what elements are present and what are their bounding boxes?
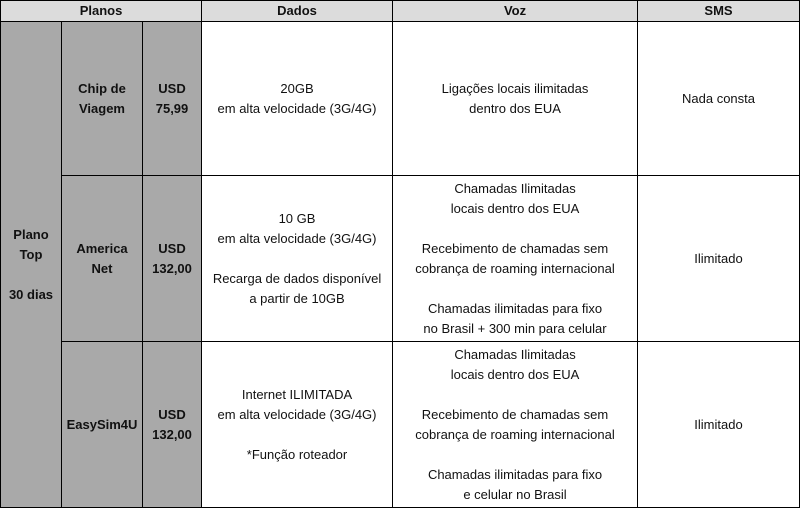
voz-cell <box>393 342 638 508</box>
sms-cell: Nada consta <box>638 22 800 176</box>
voz-cell <box>393 176 638 342</box>
dados-line: Internet ILIMITADA <box>241 386 353 402</box>
table-row <box>1 342 800 508</box>
dados-line: 10 GB <box>278 210 316 226</box>
dados-line: 20GB <box>280 80 314 96</box>
plan-price-value: 75,99 <box>155 100 189 116</box>
sms-cell: Ilimitado <box>638 176 800 342</box>
plan-name-line1: EasySim4U <box>66 416 138 432</box>
dados-cell <box>202 22 393 176</box>
plan-group-line3: 30 dias <box>8 286 54 302</box>
plan-name-cell <box>62 342 143 508</box>
voz-line: Ligações locais ilimitadas <box>441 80 589 96</box>
voz-line: locais dentro dos EUA <box>450 366 580 382</box>
voz-line: Chamadas Ilimitadas <box>454 346 576 362</box>
sms-cell: Ilimitado <box>638 342 800 508</box>
voz-line: e celular no Brasil <box>463 486 567 502</box>
voz-line: cobrança de roaming internacional <box>415 260 615 276</box>
voz-line: Recebimento de chamadas sem <box>421 406 609 422</box>
plan-group-line1: Plano <box>13 226 49 242</box>
header-dados: Dados <box>202 1 393 22</box>
plan-group-line2: Top <box>19 246 43 262</box>
dados-line: em alta velocidade (3G/4G) <box>217 406 377 422</box>
header-sms: SMS <box>638 1 800 22</box>
voz-line: Chamadas Ilimitadas <box>454 180 576 196</box>
header-voz: Voz <box>393 1 638 22</box>
plan-name-cell <box>62 176 143 342</box>
dados-line: a partir de 10GB <box>249 290 345 306</box>
voz-line: no Brasil + 300 min para celular <box>423 320 607 336</box>
plan-name-line2: Net <box>91 260 113 276</box>
dados-cell <box>202 342 393 508</box>
voz-line: cobrança de roaming internacional <box>415 426 615 442</box>
dados-line: em alta velocidade (3G/4G) <box>217 100 377 116</box>
voz-line: Recebimento de chamadas sem <box>421 240 609 256</box>
plan-price-currency: USD <box>158 406 186 422</box>
voz-line: Chamadas ilimitadas para fixo <box>427 300 603 316</box>
table-row <box>1 176 800 342</box>
header-planos: Planos <box>1 1 202 22</box>
plan-price-currency: USD <box>158 80 186 96</box>
dados-line: *Função roteador <box>246 446 348 462</box>
header-row <box>1 1 800 22</box>
plan-name-line1: Chip de <box>78 80 126 96</box>
plan-price-value: 132,00 <box>152 260 192 276</box>
plan-price-cell <box>143 342 202 508</box>
plan-price-value: 132,00 <box>152 426 192 442</box>
voz-line: dentro dos EUA <box>469 100 561 116</box>
voz-cell <box>393 22 638 176</box>
voz-line: locais dentro dos EUA <box>450 200 580 216</box>
table-row <box>1 22 800 176</box>
plan-name-line1: America <box>76 240 128 256</box>
plan-price-cell <box>143 176 202 342</box>
plan-name-line2: Viagem <box>78 100 125 116</box>
voz-line: Chamadas ilimitadas para fixo <box>427 466 603 482</box>
plan-group-cell <box>1 22 62 508</box>
plan-name-cell <box>62 22 143 176</box>
dados-line: Recarga de dados disponível <box>212 270 382 286</box>
dados-cell <box>202 176 393 342</box>
plan-price-cell <box>143 22 202 176</box>
dados-line: em alta velocidade (3G/4G) <box>217 230 377 246</box>
plan-price-currency: USD <box>158 240 186 256</box>
